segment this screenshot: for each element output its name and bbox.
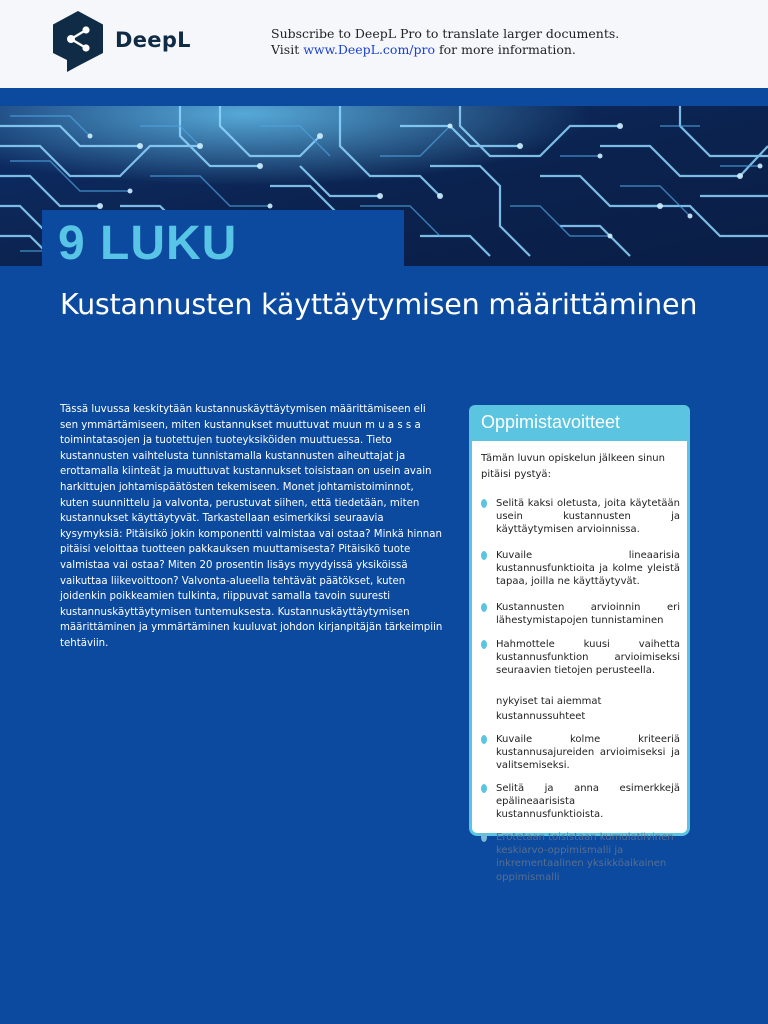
promo-text (271, 26, 619, 58)
deepl-banner (0, 0, 768, 88)
promo-line-2 (271, 42, 619, 58)
objective-item-overflow (481, 831, 681, 884)
objective-text: Hahmottele kuusi vaihetta kustannusfunktion arvioimiseksi seuraavien tietojen perusteella. (496, 639, 680, 677)
objectives-intro: Tämän luvun opiskelun jälkeen sinun pitäisi pystyä: (481, 453, 665, 480)
bullet-icon (481, 499, 487, 508)
objective-item (481, 497, 681, 537)
objective-note: nykyiset tai aiemmat kustannussuhteet (496, 696, 602, 722)
deepl-pro-link[interactable]: www.DeepL.com/pro (303, 42, 436, 57)
promo-line-1: Subscribe to DeepL Pro to translate larger documents. (271, 26, 620, 41)
objective-item (481, 638, 681, 678)
bullet-icon (481, 551, 487, 560)
objective-text: Selitä ja anna esimerkkejä epälineaarisista kustannusfunktioista. (496, 783, 680, 821)
deepl-share-icon (50, 10, 106, 76)
objectives-heading: Oppimistavoitteet (481, 412, 621, 432)
promo-visit: Visit (271, 42, 300, 57)
objective-item (481, 733, 681, 773)
objective-text: Selitä kaksi oletusta, joita käytetään usein kustannusten ja käyttäytymisen arvioinnissa. (496, 498, 680, 536)
deepl-logo[interactable] (50, 10, 210, 76)
bullet-icon (481, 833, 487, 842)
intro-paragraph: Tässä luvussa keskitytään kustannuskäyttäytymisen määrittämiseen eli sen ymmärtämiseen, miten kustannukset muuttuvat muun m u a s s a toimintatasojen ja tuotettujen tuoteyksiköiden muuttuessa. Tieto kustannusten vaihtelusta tunnistamalla kustannusten aiheuttajat ja erottamalla kiinteät ja muuttuvat kustannukset toisistaan on usein avain harkittujen johtamispäätösten tekemiseen. Monet johtamistoiminnot, kuten suunnittelu ja valvonta, perustuvat siihen, että tiedetään, miten kustannukset käyttäytyvät. Tarkastellaan esimerkiksi seuraavia kysymyksiä: Pitäisikö jokin komponentti valmistaa vai ostaa? Minkä hinnan pitäisi veloittaa tuotteen pakkauksen muuttamisesta? Pitäisikö tuote valmistaa vai ostaa? Miten 20 prosentin lisäys myydyissä yksiköissä vaikuttaa liikevoittoon? Valvonta-alueella tehtävät päätökset, kuten joidenkin poikkeamien tulkinta, riippuvat samalla tavoin suuresti kustannuskäyttäytymisen tuntemuksesta. Kustannuskäyttäytymisen määrittäminen ja ymmärtäminen kuuluvat johdon kirjanpitäjän tärkeimpiin tehtäviin. (60, 404, 443, 649)
objective-text: Kuvaile lineaarisia kustannusfunktioita ja kolme yleistä tapaa, joilla ne käyttäytyvät. (496, 550, 680, 588)
objective-text: Kuvaile kolme kriteeriä kustannusajureiden arvioimiseksi ja valitsemiseksi. (496, 734, 680, 772)
chapter-number: 9 LUKU (58, 217, 238, 270)
bullet-icon (481, 784, 487, 793)
promo-rest: for more information. (439, 42, 576, 57)
objective-text: Erotetaan toisistaan kumulatiivinen keskiarvo-oppimismalli ja inkrementaalinen yksikköaikainen oppimismalli (496, 832, 674, 883)
bullet-icon (481, 640, 487, 649)
bullet-icon (481, 735, 487, 744)
objective-text: Kustannusten arvioinnin eri lähestymistapojen tunnistaminen (496, 602, 680, 627)
chapter-title: Kustannusten käyttäytymisen määrittäminen (60, 288, 698, 321)
objective-item (481, 549, 681, 589)
bullet-icon (481, 603, 487, 612)
objective-item (481, 601, 681, 627)
deepl-wordmark: DeepL (115, 28, 191, 52)
objective-item (481, 782, 681, 822)
